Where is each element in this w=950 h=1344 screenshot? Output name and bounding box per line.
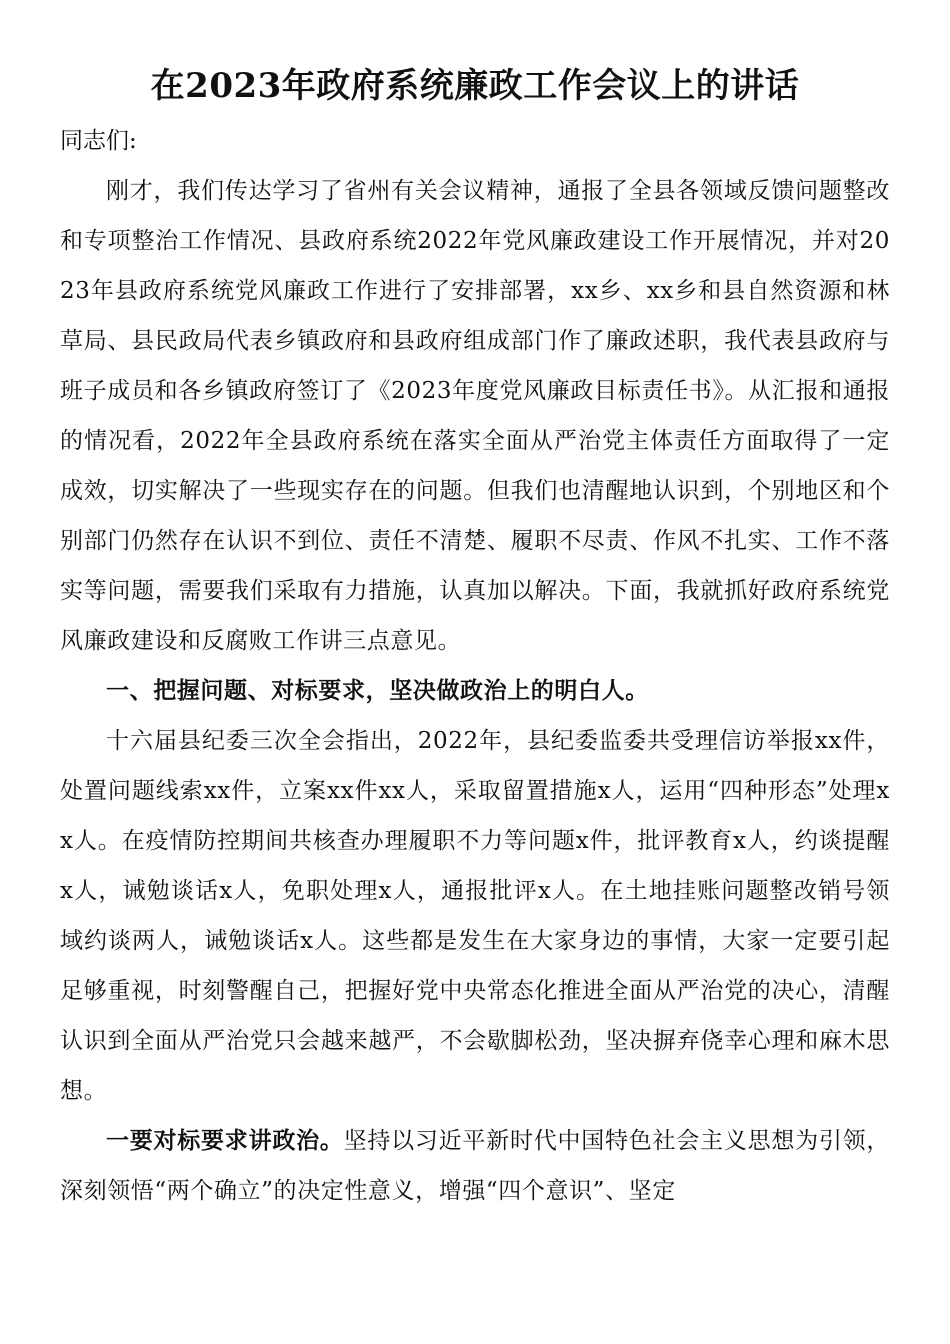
document-title: 在2023年政府系统廉政工作会议上的讲话: [150, 66, 800, 106]
section-heading-1: 一、把握问题、对标要求，坚决做政治上的明白人。: [106, 678, 649, 704]
paragraph-politics: [60, 1116, 890, 1216]
paragraph-body: 坚持以习近平新时代中国特色社会主义思想为引领，深刻领悟“两个确立”的决定性意义，增强“四个意识”、坚定: [60, 1128, 890, 1204]
paragraph-intro: 刚才，我们传达学习了省州有关会议精神，通报了全县各领域反馈问题整改和专项整治工作情况、县政府系统2022年党风廉政建设工作开展情况，并对2023年县政府系统党风廉政工作进行了安排部署，xx乡、xx乡和县自然资源和林草局、县民政局代表乡镇政府和县政府组成部门作了廉政述职，我代表县政府与班子成员和各乡镇政府签订了《2023年度党风廉政目标责任书》。从汇报和通报的情况看，2022年全县政府系统在落实全面从严治党主体责任方面取得了一定成效，切实解决了一些现实存在的问题。但我们也清醒地认识到，个别地区和个别部门仍然存在认识不到位、责任不清楚、履职不尽责、作风不扎实、工作不落实等问题，需要我们采取有力措施，认真加以解决。下面，我就抓好政府系统党风廉政建设和反腐败工作讲三点意见。: [60, 178, 890, 654]
paragraph-lead-bold: 一要对标要求讲政治。: [106, 1128, 344, 1154]
greeting: 同志们:: [60, 128, 137, 154]
paragraph-section-1: 十六届县纪委三次全会指出，2022年，县纪委监委共受理信访举报xx件，处置问题线索xx件，立案xx件xx人，采取留置措施x人，运用“四种形态”处理xx人。在疫情防控期间共核查办理履职不力等问题x件，批评教育x人，约谈提醒x人，诫勉谈话x人，免职处理x人，通报批评x人。在土地挂账问题整改销号领域约谈两人，诫勉谈话x人。这些都是发生在大家身边的事情，大家一定要引起足够重视，时刻警醒自己，把握好党中央常态化推进全面从严治党的决心，清醒认识到全面从严治党只会越来越严，不会歇脚松劲，坚决摒弃侥幸心理和麻木思想。: [60, 728, 890, 1104]
